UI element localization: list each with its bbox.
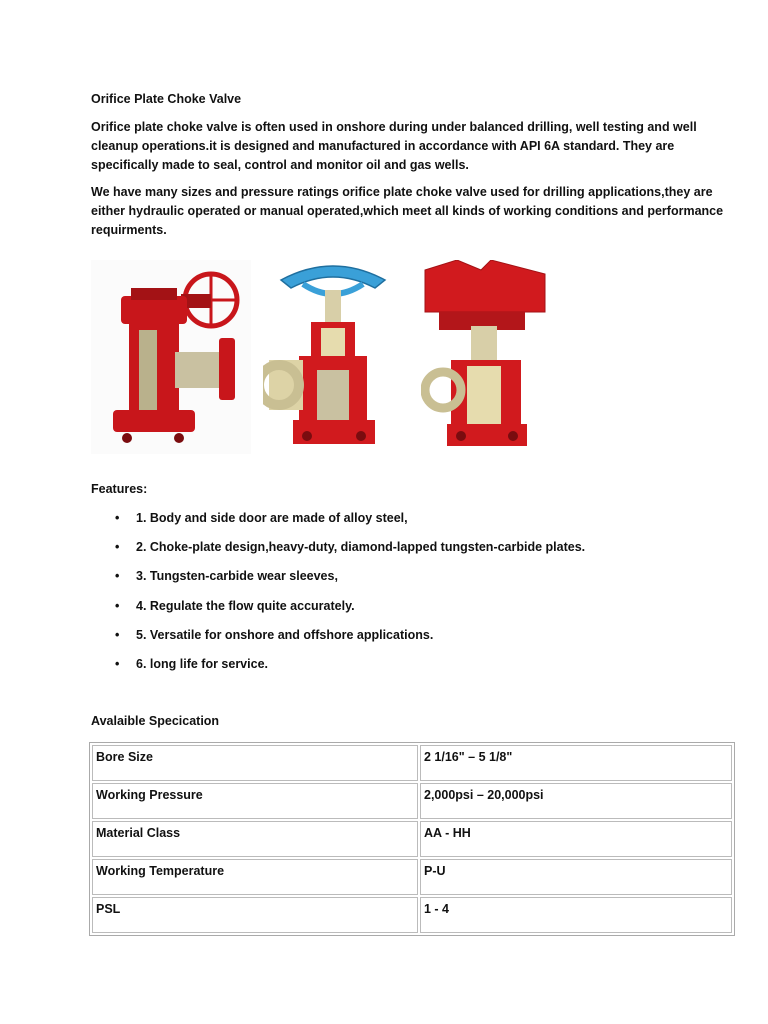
list-item: • 1. Body and side door are made of alloy steel, bbox=[91, 504, 741, 533]
table-row bbox=[92, 821, 732, 857]
spec-key: Bore Size bbox=[92, 745, 418, 781]
table-row bbox=[92, 859, 732, 895]
bullet-icon: • bbox=[115, 598, 120, 613]
spec-key: PSL bbox=[92, 897, 418, 933]
bullet-icon: • bbox=[115, 656, 120, 671]
page-title: Orifice Plate Choke Valve bbox=[91, 92, 242, 106]
list-item: • 2. Choke-plate design,heavy-duty, diamond-lapped tungsten-carbide plates. bbox=[91, 533, 741, 562]
spec-value: 2,000psi – 20,000psi bbox=[420, 783, 732, 819]
bullet-icon: • bbox=[115, 511, 120, 525]
valve-images bbox=[91, 260, 741, 454]
spec-value: 2 1/16" – 5 1/8" bbox=[420, 745, 732, 781]
list-item: • 5. Versatile for onshore and offshore applications. bbox=[91, 621, 741, 650]
spec-heading: Avalaible Specication bbox=[91, 714, 220, 729]
choke-valve-cutaway-red-actuator-icon bbox=[421, 260, 551, 454]
features-heading: Features: bbox=[91, 482, 148, 496]
spec-key: Material Class bbox=[92, 821, 418, 857]
intro-paragraph: Orifice plate choke valve is often used in onshore during under balanced drilling, well testing and well cleanup operations.it is designed and manufactured in accordance with API 6A standard. They are specifically made to seal, control and monitor oil and gas wells. bbox=[91, 120, 697, 172]
sizes-paragraph: We have many sizes and pressure ratings orifice plate choke valve used for drilling applications,they are either hydraulic operated or manual operated,which meet all kinds of working conditions and performance requirments. bbox=[91, 185, 724, 237]
bullet-icon: • bbox=[115, 627, 120, 642]
spec-value: 1 - 4 bbox=[420, 897, 732, 933]
choke-valve-cutaway-blue-wheel-icon bbox=[263, 260, 403, 454]
list-item: • 4. Regulate the flow quite accurately. bbox=[91, 592, 741, 621]
features-list bbox=[91, 504, 741, 679]
table-row bbox=[92, 897, 732, 933]
spec-value: P-U bbox=[420, 859, 732, 895]
bullet-icon: • bbox=[115, 569, 120, 584]
spec-value: AA - HH bbox=[420, 821, 732, 857]
table-row bbox=[92, 745, 732, 781]
document-page bbox=[91, 92, 741, 936]
list-item: • 6. long life for service. bbox=[91, 650, 741, 679]
bullet-icon: • bbox=[115, 540, 120, 555]
spec-table bbox=[89, 742, 735, 936]
table-row bbox=[92, 783, 732, 819]
spec-key: Working Pressure bbox=[92, 783, 418, 819]
spec-key: Working Temperature bbox=[92, 859, 418, 895]
list-item: • 3. Tungsten-carbide wear sleeves, bbox=[91, 562, 741, 591]
choke-valve-handwheel-icon bbox=[91, 260, 251, 454]
